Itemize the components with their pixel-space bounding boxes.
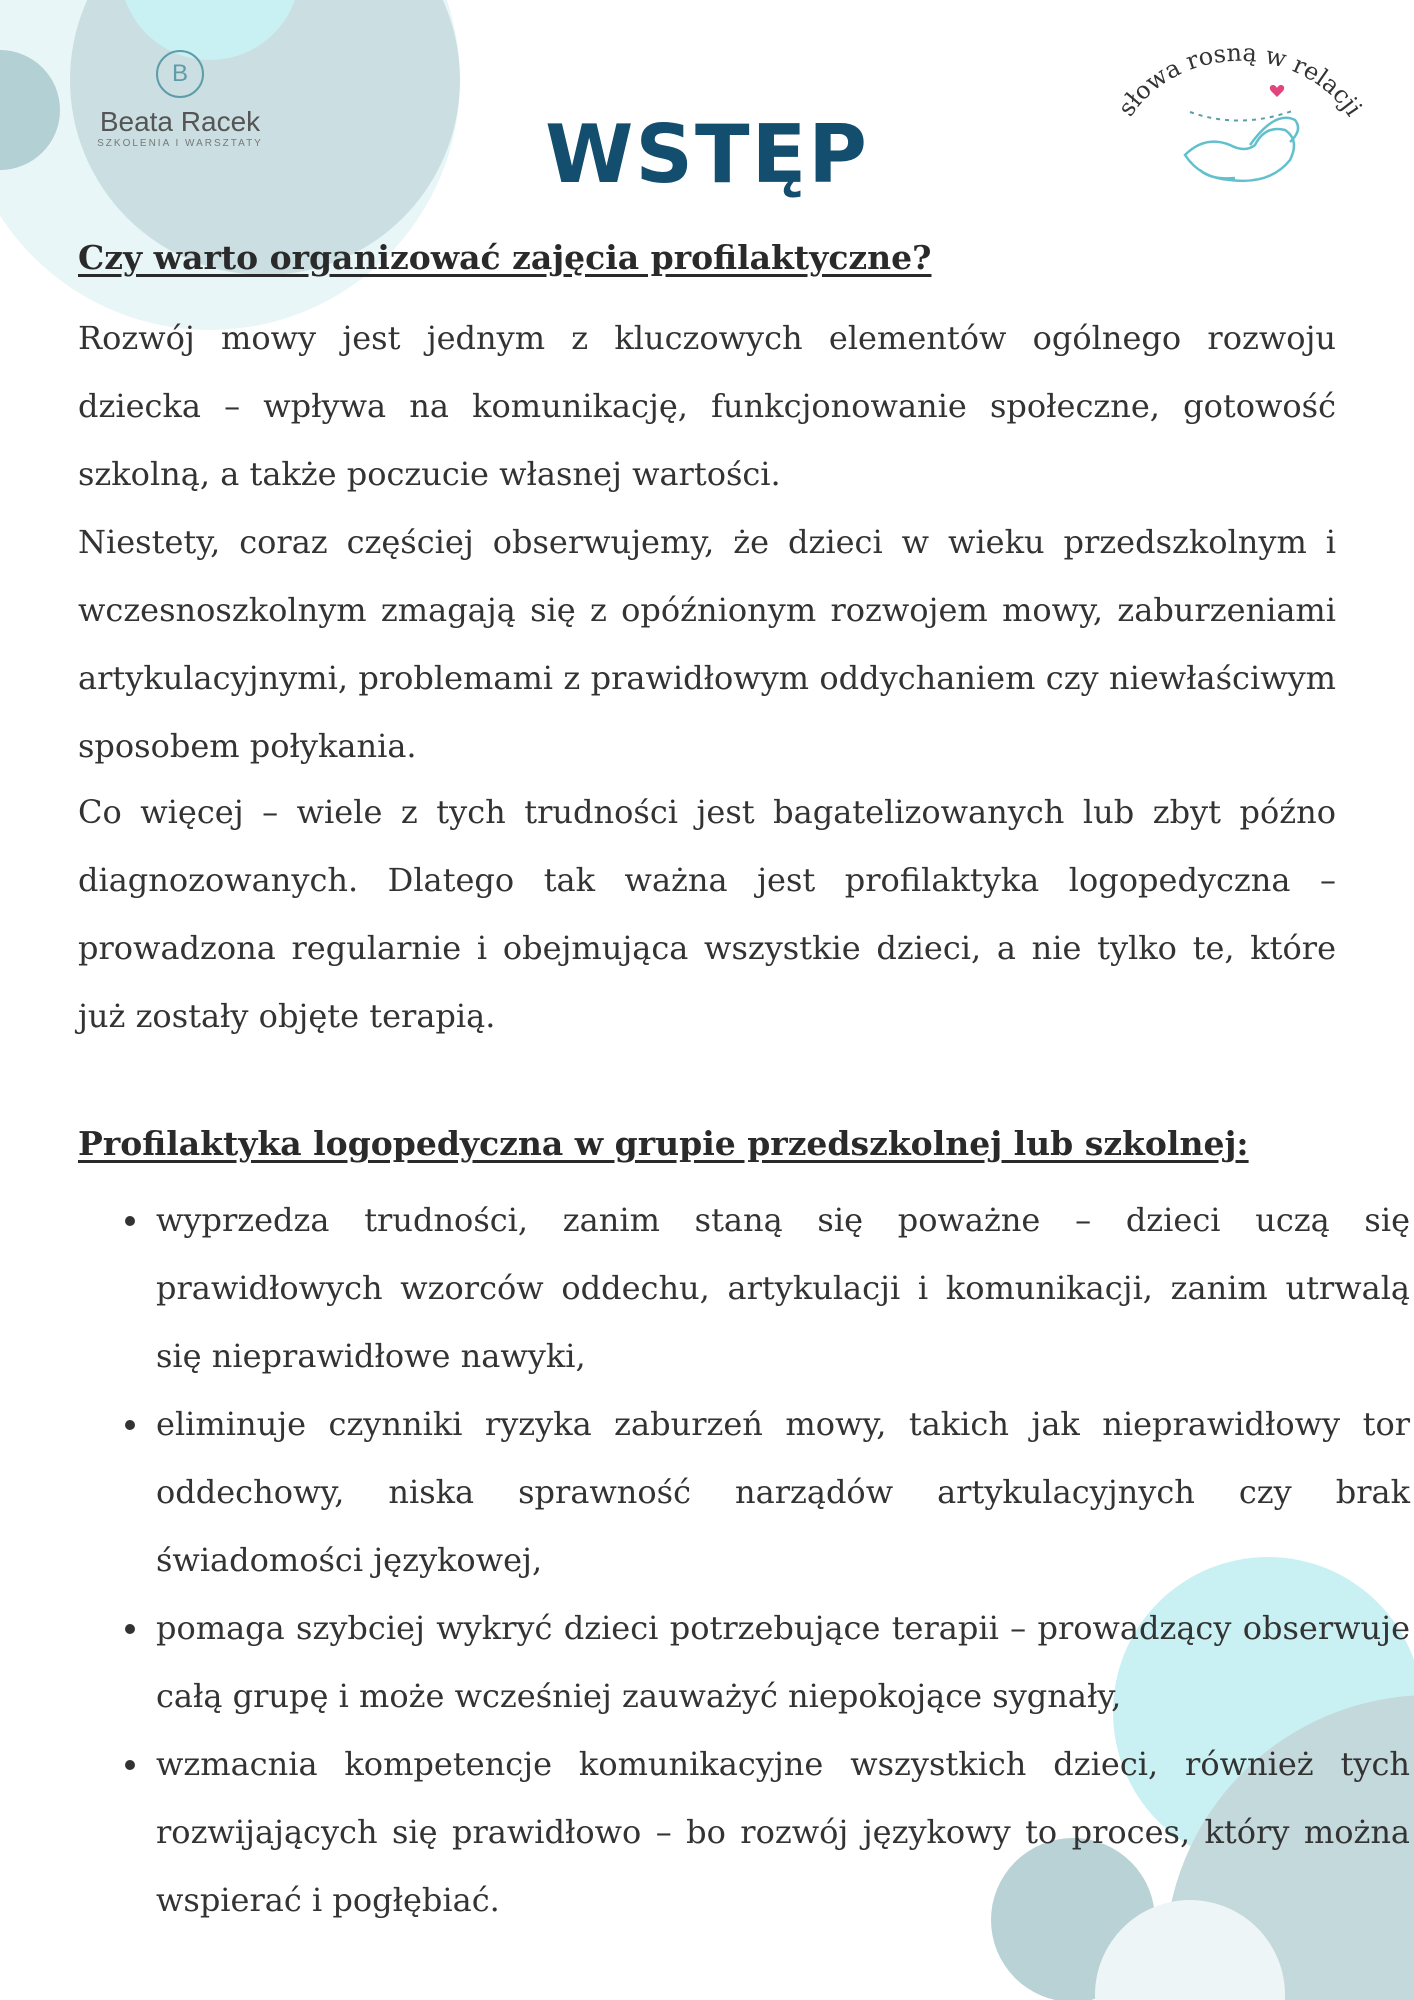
paragraph-3: Co więcej – wiele z tych trudności jest bagatelizowanych lub zbyt późno diagnozowanych. Dlatego tak ważna jest profilaktyka logopedyczna – prowadzona regularnie i obejmująca wszystkie dzieci, a nie tylko te, które już zostały objęte terapią. xyxy=(78,793,1336,1035)
section-heading-2: Profilaktyka logopedyczna w grupie przedszkolnej lub szkolnej: xyxy=(78,1124,1249,1163)
paragraph-2: Niestety, coraz częściej obserwujemy, że dzieci w wieku przedszkolnym i wczesnoszkolnym zmagają się z opóźnionym rozwojem mowy, zaburzeniami artykulacyjnymi, problemami z prawidłowym oddychaniem czy niewłaściwym sposobem połykania. xyxy=(78,523,1336,765)
benefits-list xyxy=(78,1186,1410,1934)
list-item: • eliminuje czynniki ryzyka zaburzeń mowy, takich jak nieprawidłowy tor oddechowy, niska sprawność narządów artykulacyjnych czy brak świadomości językowej, xyxy=(152,1390,1410,1594)
page-title: WSTĘP xyxy=(545,108,869,201)
logo-right-text: słowa rosną w relacji xyxy=(1112,38,1368,122)
logo-name: Beata Racek xyxy=(99,106,261,137)
logo-monogram: B xyxy=(156,50,204,98)
paragraph-1: Rozwój mowy jest jednym z kluczowych elementów ogólnego rozwoju dziecka – wpływa na komunikację, funkcjonowanie społeczne, gotowość szkolną, a także poczucie własnej wartości. xyxy=(78,319,1336,493)
list-item: • wyprzedza trudności, zanim staną się poważne – dzieci uczą się prawidłowych wzorców oddechu, artykulacji i komunikacji, zanim utrwalą się nieprawidłowe nawyki, xyxy=(152,1186,1410,1390)
list-item: • wzmacnia kompetencje komunikacyjne wszystkich dzieci, również tych rozwijających się prawidłowo – bo rozwój językowy to proces, który można wspierać i pogłębiać. xyxy=(152,1730,1410,1934)
section-heading-1: Czy warto organizować zajęcia profilaktyczne? xyxy=(78,238,932,277)
list-item: • pomaga szybciej wykryć dzieci potrzebujące terapii – prowadzący obserwuje całą grupę i może wcześniej zauważyć niepokojące sygnały, xyxy=(152,1594,1410,1730)
logo-tagline: SZKOLENIA I WARSZTATY xyxy=(97,138,263,149)
